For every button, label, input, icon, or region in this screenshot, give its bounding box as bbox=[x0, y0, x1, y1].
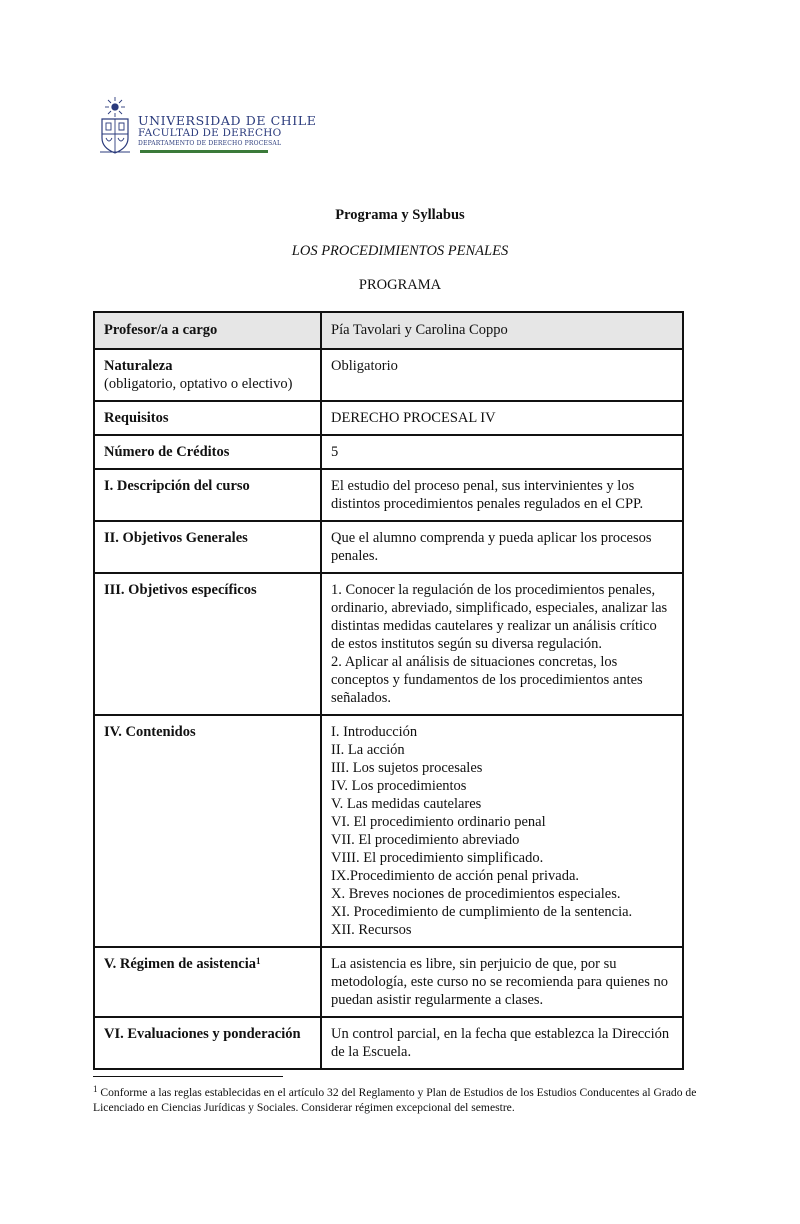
list-item: IV. Los procedimientos bbox=[331, 778, 467, 794]
course-title: LOS PROCEDIMIENTOS PENALES bbox=[291, 243, 509, 259]
header-green-rule bbox=[140, 150, 268, 153]
footnote-text: Conforme a las reglas establecidas en el artículo 32 del Reglamento y Plan de Estudios de los Estudios Conducentes al Grado de Licenciado en Ciencias Jurídicas y Sociales. Considerar régimen excepcional del semestre. bbox=[93, 1086, 697, 1114]
footnote-divider bbox=[93, 1076, 283, 1077]
row-label-main: Naturaleza bbox=[104, 358, 173, 374]
table-row-requisitos bbox=[94, 401, 683, 435]
list-item: 2. Aplicar al análisis de situaciones concretas, los conceptos y fundamentos de los procedimientos antes señalados. bbox=[331, 654, 643, 706]
list-item: II. La acción bbox=[331, 742, 405, 758]
row-value: 5 bbox=[321, 435, 683, 469]
list-item: 1. Conocer la regulación de los procedimientos penales, ordinario, abreviado, simplificado, especiales, analizar las distintas medidas cautelares y realizar un análisis crítico de estos institutos según su diversa regulación. bbox=[331, 582, 668, 652]
footnote-mark: 1 bbox=[93, 1084, 98, 1094]
table-row-profesor bbox=[94, 312, 683, 349]
list-item: III. Los sujetos procesales bbox=[331, 760, 483, 776]
table-row-contenidos bbox=[94, 715, 683, 947]
footnote bbox=[93, 1085, 713, 1115]
row-label: Requisitos bbox=[94, 401, 321, 435]
row-label: IV. Contenidos bbox=[94, 715, 321, 947]
table-row-asistencia bbox=[94, 947, 683, 1017]
university-seal-icon bbox=[98, 96, 132, 154]
row-label: I. Descripción del curso bbox=[94, 469, 321, 521]
row-value: Obligatorio bbox=[321, 349, 683, 401]
row-value: DERECHO PROCESAL IV bbox=[321, 401, 683, 435]
list-item: VIII. El procedimiento simplificado. bbox=[331, 850, 544, 866]
list-item: XI. Procedimiento de cumplimiento de la sentencia. bbox=[331, 904, 633, 920]
row-label: Profesor/a a cargo bbox=[94, 312, 321, 349]
department-name: DEPARTAMENTO DE DERECHO PROCESAL bbox=[138, 140, 282, 147]
list-item: I. Introducción bbox=[331, 724, 418, 740]
list-item: XII. Recursos bbox=[331, 922, 412, 938]
row-label-sub: (obligatorio, optativo o electivo) bbox=[104, 376, 293, 392]
row-value: La asistencia es libre, sin perjuicio de que, por su metodología, este curso no se recomienda para quienes no puedan asistir regularmente a clases. bbox=[321, 947, 683, 1017]
university-wordmark bbox=[138, 114, 316, 148]
row-value: Un control parcial, en la fecha que establezca la Dirección de la Escuela. bbox=[321, 1017, 683, 1069]
list-item: V. Las medidas cautelares bbox=[331, 796, 482, 812]
footnote-ref: 1 bbox=[255, 956, 261, 966]
table-row-descripcion bbox=[94, 469, 683, 521]
program-table bbox=[93, 311, 684, 1070]
row-value: Que el alumno comprenda y pueda aplicar los procesos penales. bbox=[321, 521, 683, 573]
list-item: IX.Procedimiento de acción penal privada. bbox=[331, 868, 580, 884]
row-value bbox=[321, 715, 683, 947]
list-item: VI. El procedimiento ordinario penal bbox=[331, 814, 546, 830]
table-row-objetivos-generales bbox=[94, 521, 683, 573]
row-label: III. Objetivos específicos bbox=[94, 573, 321, 715]
row-label-text: V. Régimen de asistencia bbox=[104, 956, 256, 972]
list-item: X. Breves nociones de procedimientos especiales. bbox=[331, 886, 621, 902]
doc-title: Programa y Syllabus bbox=[335, 207, 465, 223]
table-row-creditos bbox=[94, 435, 683, 469]
university-header bbox=[98, 96, 317, 158]
row-value: El estudio del proceso penal, sus intervinientes y los distintos procedimientos penales regulados en el CPP. bbox=[321, 469, 683, 521]
row-label bbox=[94, 947, 321, 1017]
faculty-name: FACULTAD DE DERECHO bbox=[138, 127, 282, 139]
table-row-evaluaciones bbox=[94, 1017, 683, 1069]
list-item: VII. El procedimiento abreviado bbox=[331, 832, 520, 848]
row-value: Pía Tavolari y Carolina Coppo bbox=[321, 312, 683, 349]
table-row-naturaleza bbox=[94, 349, 683, 401]
row-label: VI. Evaluaciones y ponderación bbox=[94, 1017, 321, 1069]
row-label: II. Objetivos Generales bbox=[94, 521, 321, 573]
row-value bbox=[321, 573, 683, 715]
university-name: UNIVERSIDAD DE CHILE bbox=[138, 113, 317, 128]
table-row-objetivos-especificos bbox=[94, 573, 683, 715]
section-title: PROGRAMA bbox=[358, 277, 442, 293]
row-label: Número de Créditos bbox=[94, 435, 321, 469]
row-label bbox=[94, 349, 321, 401]
